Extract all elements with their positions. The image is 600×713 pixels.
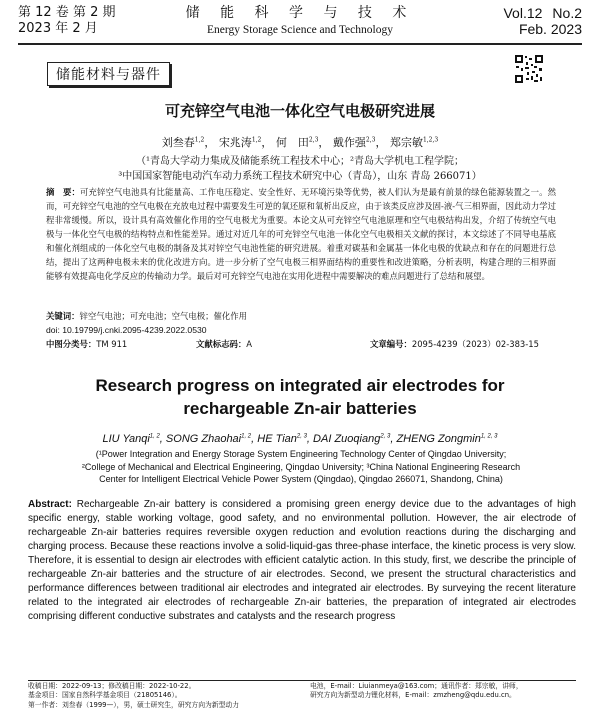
- journal-name-en: Energy Storage Science and Technology: [207, 24, 393, 36]
- author-en-1: LIU Yanqi$^{1, 2}$: [102, 433, 160, 445]
- english-affiliation-line-1: (¹Power Integration and Energy Storage System Engineering Technology Center of Qingdao University;: [95, 449, 507, 459]
- english-affiliation-line-3: Center for Intelligent Electrical Vehicle Power System (Qingdao), Qingdao 266071, Shandong, China): [99, 474, 503, 484]
- article-number: 文章编号：2095-4239（2023）02-383-15: [370, 339, 539, 349]
- journal-header: [18, 5, 582, 45]
- qr-code-icon: [514, 54, 544, 84]
- author-cn-1: 刘叁春$^{1,2}$: [161, 136, 205, 149]
- footnote-left: [28, 682, 308, 710]
- first-author-info: 第一作者：刘叁春（1999—），男，硕士研究生，研究方向为新型动力: [28, 700, 240, 709]
- chinese-title: 可充锌空气电池一体化空气电极研究进展: [164, 102, 435, 120]
- volume-en: Vol.12: [503, 5, 543, 21]
- keywords-text: 锌空气电池；可充电池；空气电极；催化作用: [79, 311, 247, 321]
- chinese-abstract: [46, 185, 556, 283]
- author-cn-3: 何 田$^{2,3}$: [275, 136, 319, 149]
- english-affiliations: [28, 448, 574, 486]
- fund-info: 基金项目：国家自然科学基金项目（21805146）。: [28, 691, 182, 700]
- section-label: 储能材料与器件: [47, 62, 170, 86]
- chinese-affiliation-line-1: （¹青岛大学动力集成及储能系统工程技术中心；²青岛大学机电工程学院；: [135, 156, 465, 167]
- volume-issue-cn: 第 12 卷 第 2 期: [18, 5, 116, 20]
- keywords-label: 关键词：: [46, 311, 80, 321]
- english-authors: LIU Yanqi$^{1, 2}$, SONG Zhaohai$^{1, 2}$, HE Tian$^{2, 3}$, DAI Zuoqiang$^{2, 3}$, ZHENG Zongmin$^{1, 2, 3}$: [102, 433, 498, 445]
- author-cn-5: 郑宗敏$^{1,2,3}$: [389, 136, 439, 149]
- date-en: Feb. 2023: [518, 21, 582, 37]
- footnote-right: [310, 682, 576, 701]
- chinese-affiliation-line-2: ³中国国家智能电动汽车动力系统工程技术研究中心（青岛），山东 青岛 266071）: [118, 171, 482, 182]
- journal-name-cn: 储 能 科 学 与 技 术: [185, 5, 415, 21]
- chinese-keywords: [46, 310, 556, 322]
- received-date: 收稿日期：2022-09-13；修改稿日期：2022-10-22。: [28, 682, 196, 690]
- author-cn-4: 戴作强$^{2,3}$: [332, 136, 376, 149]
- english-abstract-label: Abstract:: [28, 499, 72, 510]
- author-en-2: SONG Zhaohai$^{1, 2}$: [165, 433, 252, 445]
- date-cn: 2023 年 2 月: [18, 21, 98, 36]
- author-en-4: DAI Zuoqiang$^{2, 3}$: [313, 433, 391, 445]
- english-title-line-1: Research progress on integrated air electrodes for: [95, 376, 505, 395]
- english-title-line-2: rechargeable Zn-air batteries: [183, 399, 417, 418]
- author-en-3: HE Tian$^{2, 3}$: [257, 433, 307, 445]
- author-cn-2: 宋兆涛$^{1,2}$: [218, 136, 262, 149]
- english-abstract: [28, 498, 576, 680]
- author-en-5: ZHENG Zongmin$^{1, 2, 3}$: [396, 433, 498, 445]
- chinese-authors: 刘叁春$^{1,2}$， 宋兆涛$^{1,2}$， 何 田$^{2,3}$， 戴作强$^{2,3}$， 郑宗敏$^{1,2,3}$: [161, 136, 439, 149]
- chinese-abstract-text: 可充锌空气电池具有比能量高、工作电压稳定、安全性好、无环境污染等优势，被人们认为是最有前景的绿色能源装置之一。然而，可充锌空气电池的空气电极在充放电过程中需要发生可逆的氧还原和氧析出反应，由于该类反应涉及固-液-气三相界面，因此动力学过程非常缓慢。所以，设计具有高效催化作用的空气电极尤为重要。本论文从可充锌空气电池原理和空气电极结构出发，介绍了传统空气电极与一体化空气电极的结构特点和性能差异。通过对近几年的可充锌空气电池一体化空气电极相关文献的探讨，本文综述了不同导电基底和催化剂组成的一体化空气电极的制备及其对锌空气电池性能的研究进展。着重对碳基和金属基一体化电极的优缺点和存在的问题进行总结，提出了这两种电极未来的优化改进方向。进一步分析了空气电极三相界面结构的重要性和改进策略，分析表明，构建合理的三相界面能够有效提高电化学反应的传输动力学。最后对可充锌空气电池在实用化进程中需要解决的难点问题进行了总结和展望。: [46, 187, 557, 281]
- footnote-divider: [28, 680, 576, 681]
- header-right: [503, 5, 582, 37]
- english-affiliation-line-2: ²College of Mechanical and Electrical Engineering, Qingdao University; ³China National Engineering Research: [81, 461, 521, 472]
- english-abstract-text: Rechargeable Zn-air battery is considered a promising green energy device due to the advantages of high specific energy, stable working voltage, good safety, and no environmental pollution. However, the air electrode of rechargeable Zn-air batteries requires reversible oxygen reduction and evolution reactions during the discharging and charging process. Because these reactions involve a solid-liquid-gas three-phase interface, the kinetic process is very slow. Therefore, it is essential to design air electrodes with efficient catalytic action. In this study, first, we describe the principle of rechargeable Zn-air batteries and the structure of air electrodes. Second, we present the structural characteristics and performance differences between traditional air electrodes and integrated air electrodes. By surveying the recent literature related to the integrated air electrodes of rechargeable Zn-air batteries, the preparation of integrated air electrodes comprising different conductive substrates and catalysts and the research progress: [28, 499, 576, 622]
- chinese-abstract-label: 摘 要：: [46, 187, 81, 197]
- header-center: [18, 5, 582, 38]
- corresponding-author-line: 研究方向为新型动力锂化材料，E-mail：zmzheng@qdu.edu.cn。: [310, 691, 516, 700]
- document-code: 文献标志码：A: [196, 339, 252, 349]
- issue-en: No.2: [552, 5, 582, 21]
- author-email-line: 电池，E-mail：Liuianmeya@163.com；通讯作者：郑宗敏，讲师，: [310, 682, 523, 690]
- doi: doi: 10.19799/j.cnki.2095-4239.2022.0530: [46, 325, 207, 335]
- english-title: [0, 374, 600, 420]
- classification-number: 中图分类号：TM 911: [46, 339, 128, 349]
